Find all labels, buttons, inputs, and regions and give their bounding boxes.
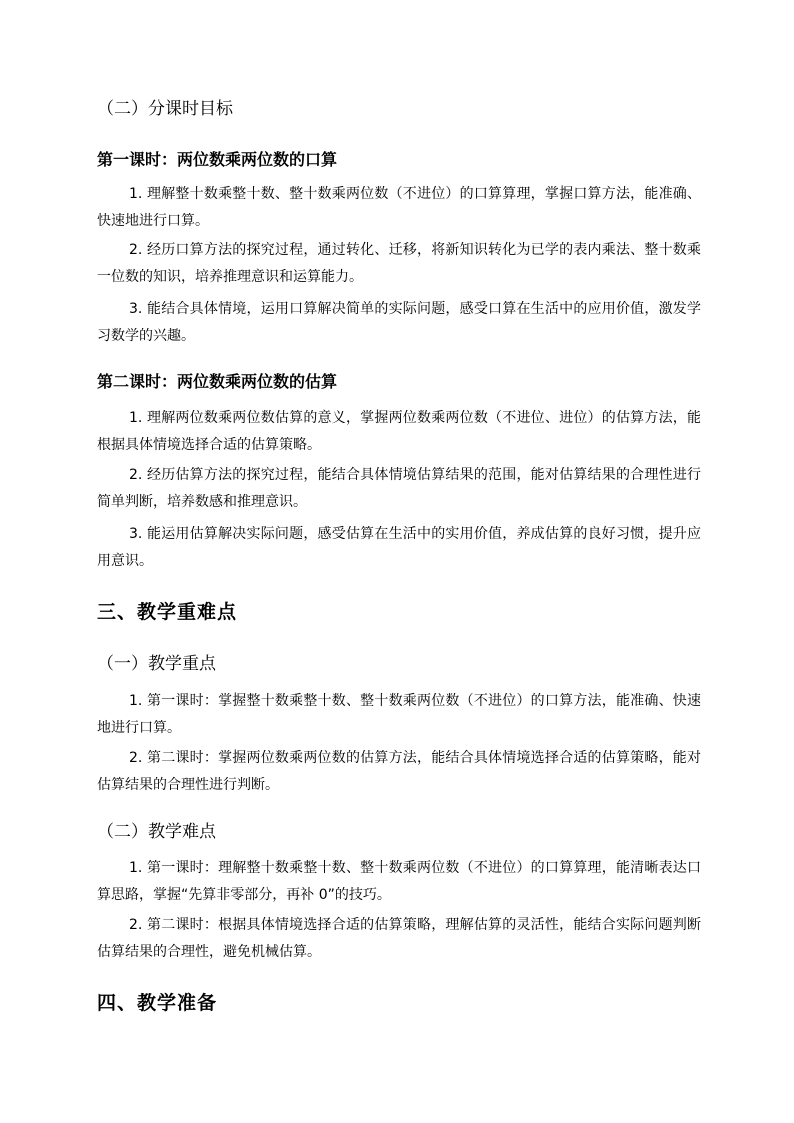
lesson2-goal-2: 2. 经历估算方法的探究过程，能结合具体情境估算结果的范围，能对估算结果的合理性进行简单判断，培养数感和推理意识。 xyxy=(97,467,701,510)
lesson2-goal-3: 3. 能运用估算解决实际问题，感受估算在生活中的实用价值，养成估算的良好习惯，提升应用意识。 xyxy=(97,526,701,569)
section3-heading: 三、教学重难点 xyxy=(97,601,238,623)
key-point-1: 1. 第一课时：掌握整十数乘整十数、整十数乘两位数（不进位）的口算方法，能准确、快速地进行口算。 xyxy=(97,693,701,736)
key-points-heading: （一）教学重点 xyxy=(97,654,216,674)
difficult-points-heading: （二）教学难点 xyxy=(97,822,216,842)
key-point-2: 2. 第二课时：掌握两位数乘两位数的估算方法，能结合具体情境选择合适的估算策略，能对估算结果的合理性进行判断。 xyxy=(97,750,701,793)
lesson1-goal-2: 2. 经历口算方法的探究过程，通过转化、迁移，将新知识转化为已学的表内乘法、整十数乘一位数的知识，培养推理意识和运算能力。 xyxy=(97,242,701,285)
lesson1-goal-1: 1. 理解整十数乘整十数、整十数乘两位数（不进位）的口算算理，掌握口算方法，能准确、快速地进行口算。 xyxy=(97,186,701,229)
section4-heading: 四、教学准备 xyxy=(97,992,218,1014)
subsection-heading-goals: （二）分课时目标 xyxy=(97,99,233,119)
lesson1-heading: 第一课时：两位数乘两位数的口算 xyxy=(97,150,338,169)
lesson1-goal-3: 3. 能结合具体情境，运用口算解决简单的实际问题，感受口算在生活中的应用价值，激发学习数学的兴趣。 xyxy=(97,301,701,344)
difficult-point-1: 1. 第一课时：理解整十数乘整十数、整十数乘两位数（不进位）的口算算理，能清晰表达口算思路，掌握“先算非零部分，再补 0”的技巧。 xyxy=(97,860,701,903)
lesson2-goal-1: 1. 理解两位数乘两位数估算的意义，掌握两位数乘两位数（不进位、进位）的估算方法，能根据具体情境选择合适的估算策略。 xyxy=(97,410,701,453)
lesson2-heading: 第二课时：两位数乘两位数的估算 xyxy=(97,372,338,391)
difficult-point-2: 2. 第二课时：根据具体情境选择合适的估算策略，理解估算的灵活性，能结合实际问题判断估算结果的合理性，避免机械估算。 xyxy=(97,917,701,960)
